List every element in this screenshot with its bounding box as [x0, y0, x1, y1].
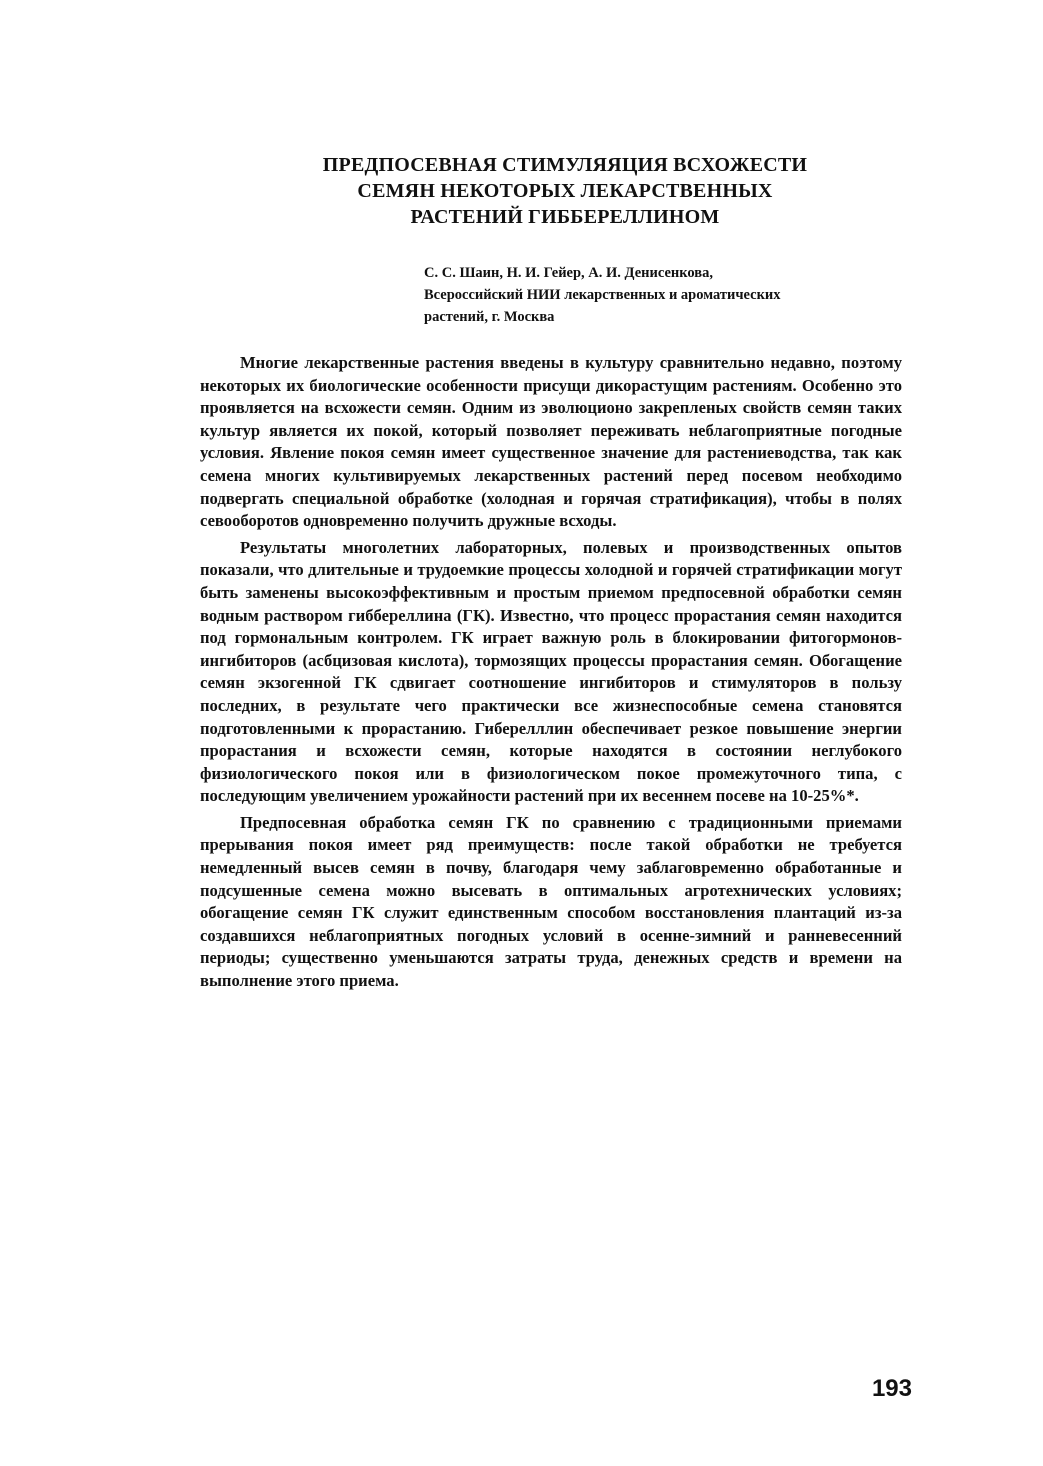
- article-body: [200, 352, 902, 997]
- affiliation-line-2: растений, г. Москва: [424, 309, 555, 325]
- title-line-2: СЕМЯН НЕКОТОРЫХ ЛЕКАРСТВЕННЫХ: [357, 180, 773, 202]
- page-number: 193: [871, 1375, 912, 1402]
- author-names: С. С. Шаин, Н. И. Гейер, А. И. Денисенкова,: [424, 265, 714, 281]
- paragraph-1: Многие лекарственные растения введены в культуру сравнительно недавно, поэтому некоторых их биологические особенности присущи дикорастущим растениям. Особенно это проявляется на всхожести семян. Одним из эволюционо закрепленых свойств семян таких культур является их покой, который позволяет переживать неблагоприятные погодные условия. Явление покоя семян имеет существенное значение для растениеводства, так как семена многих культивируемых лекарственных растений перед посевом необходимо подвергать специальной обработке (холодная и горячая стратификация), чтобы в полях севооборотов одновременно получить дружные всходы.: [200, 353, 902, 531]
- title-line-3: РАСТЕНИЙ ГИББЕРЕЛЛИНОМ: [410, 206, 720, 228]
- paragraph-2: Результаты многолетних лабораторных, полевых и производственных опытов показали, что длительные и трудоемкие процессы холодной и горячей стратификации могут быть заменены высокоэффективным и простым приемом предпосевной обработки семян водным раствором гиббереллина (ГК). Известно, что процесс прорастания семян находится под гормональным контролем. ГК играет важную роль в блокировании фитогормонов-ингибиторов (асбцизовая кислота), тормозящих процессы прорастания семян. Обогащение семян экзогенной ГК сдвигает соотношение ингибиторов и стимуляторов в пользу последних, в результате чего практически все жизнеспособные семена становятся подготовленными к прорастанию. Гиберелллин обеспечивает резкое повышение энергии прорастания и всхожести семян, которые находятся в состоянии неглубокого физиологического покоя или в физиологическом покое промежуточного типа, с последующим увеличением урожайности растений при их весеннем посеве на 10-25%*.: [200, 537, 902, 806]
- affiliation-line-1: Всероссийский НИИ лекарственных и ароматических: [424, 287, 781, 303]
- title-line-1: ПРЕДПОСЕВНАЯ СТИМУЛЯЯЦИЯ ВСХОЖЕСТИ: [322, 154, 808, 176]
- article-title: [240, 152, 890, 230]
- paragraph-3: Предпосевная обработка семян ГК по сравнению с традиционными приемами прерывания покоя имеет ряд преимуществ: после такой обработки не требуется немедленный высев семян в почву, благодаря чему заблаговременно обработанные и подсушенные семена можно высевать в оптимальных агротехнических условиях; обогащение семян ГК служит единственным способом восстановления плантаций из-за создавшихся неблагоприятных погодных условий в осенне-зимний и ранневесенний периоды; существенно уменьшаются затраты труда, денежных средств и времени на выполнение этого приема.: [200, 812, 902, 991]
- author-block: [424, 262, 904, 328]
